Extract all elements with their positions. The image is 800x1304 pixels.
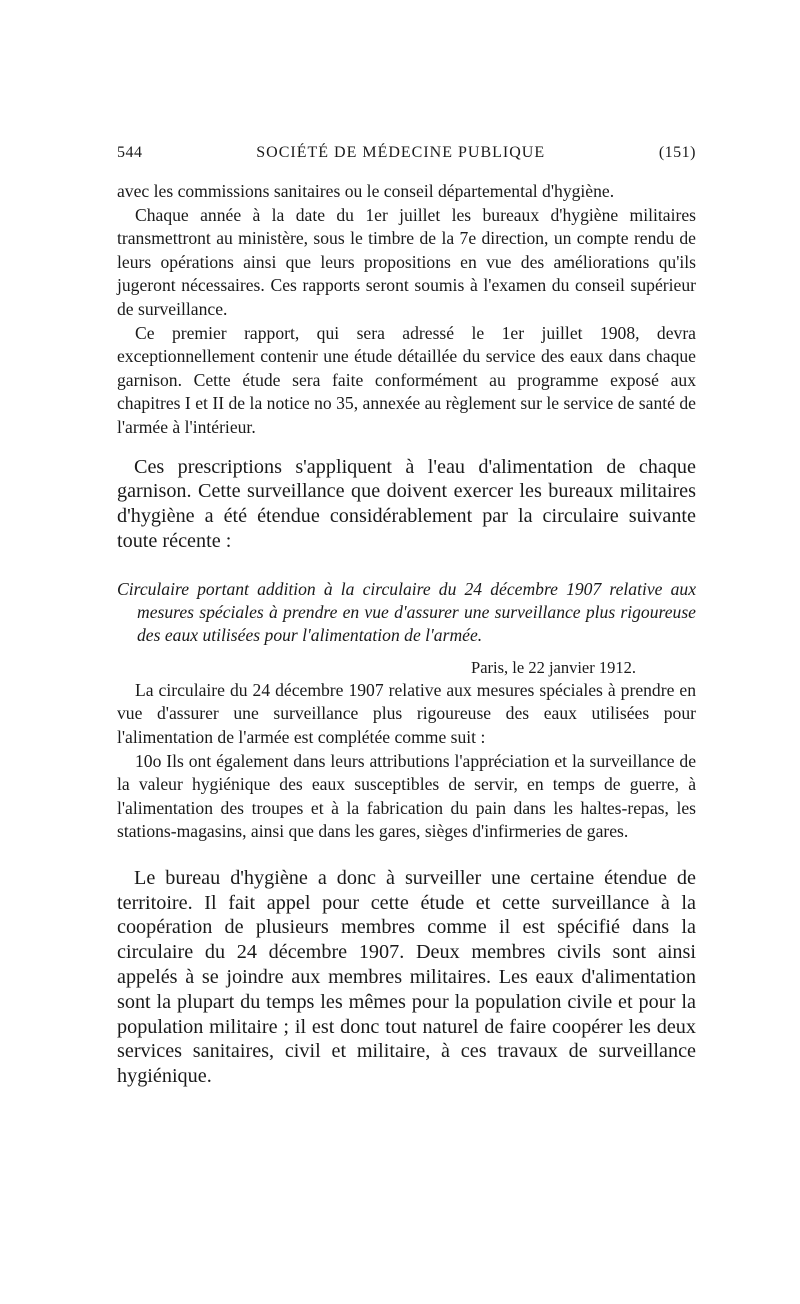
circular-title: Circulaire portant addition à la circulaire du 24 décembre 1907 relative aux mesures spéciales à prendre en vue d'assurer une surveillance plus rigoureuse des eaux utilisées pour l'alimentation de l'armée.	[117, 578, 696, 645]
paragraph-5: La circulaire du 24 décembre 1907 relative aux mesures spéciales à prendre en vue d'assurer une surveillance plus rigoureuse des eaux utilisées pour l'alimentation de l'armée est complétée comme suit :	[117, 679, 696, 747]
page-body	[117, 180, 696, 1089]
paragraph-6: 10o Ils ont également dans leurs attributions l'appréciation et la surveillance de la valeur hygiénique des eaux susceptibles de servir, en temps de guerre, à l'alimentation des troupes et à la fabrication du pain dans les haltes-repas, les stations-magasins, ainsi que dans les gares, sièges d'infirmeries de gares.	[117, 750, 696, 842]
paragraph-1: avec les commissions sanitaires ou le conseil départemental d'hygiène.	[117, 181, 615, 201]
dateline: Paris, le 22 janvier 1912.	[471, 657, 636, 677]
paragraph-2: Chaque année à la date du 1er juillet les bureaux d'hygiène militaires transmettront au ministère, sous le timbre de la 7e direction, un compte rendu de leurs opérations ainsi que leurs propositions en vue des améliorations qu'ils jugeront nécessaires. Ces rapports seront soumis à l'examen du conseil supérieur de surveillance.	[117, 204, 696, 319]
page-number: 544	[117, 144, 143, 161]
paragraph-7: Le bureau d'hygiène a donc à surveiller une certaine étendue de territoire. Il fait appel pour cette étude et cette surveillance à la coopération de plusieurs membres comme il est spécifié dans la circulaire du 24 décembre 1907. Deux membres civils sont ainsi appelés à se joindre aux membres militaires. Les eaux d'alimentation sont la plupart du temps les mêmes pour la population civile et pour la population militaire ; il est donc tout naturel de faire coopérer les deux services sanitaires, civil et militaire, à ces travaux de surveillance hygiénique.	[117, 866, 696, 1088]
paragraph-3: Ce premier rapport, qui sera adressé le 1er juillet 1908, devra exceptionnellement contenir une étude détaillée du service des eaux dans chaque garnison. Cette étude sera faite conformément au programme exposé aux chapitres I et II de la notice no 35, annexée au règlement sur le service de santé de l'armée à l'intérieur.	[117, 322, 696, 437]
issue-number: (151)	[658, 144, 696, 161]
paragraph-4: Ces prescriptions s'appliquent à l'eau d'alimentation de chaque garnison. Cette surveillance que doivent exercer les bureaux militaires d'hygiène a été étendue considérablement par la circulaire suivante toute récente :	[117, 455, 696, 552]
running-title: SOCIÉTÉ DE MÉDECINE PUBLIQUE	[256, 144, 546, 161]
running-header	[117, 144, 696, 162]
